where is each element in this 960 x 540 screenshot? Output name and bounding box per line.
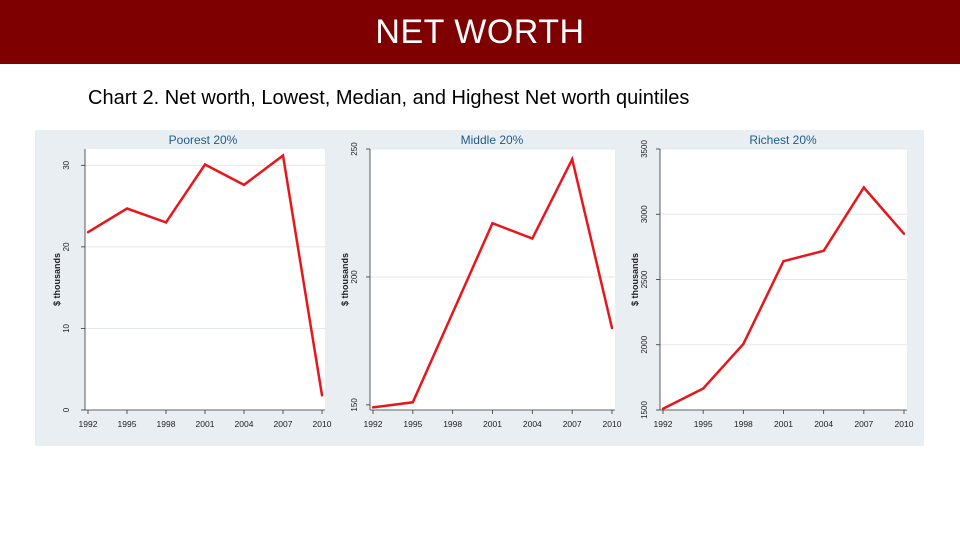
y-tick-label: 1500 [640, 401, 649, 419]
x-tick-label: 1998 [733, 419, 753, 429]
y-tick-label: 2500 [640, 270, 649, 289]
data-point [822, 250, 824, 252]
x-tick-label: 2001 [483, 419, 502, 429]
x-tick-label: 2004 [234, 419, 254, 429]
y-tick-label: 250 [350, 142, 359, 156]
x-tick-label: 1992 [653, 419, 673, 429]
data-point [372, 406, 374, 408]
x-tick-label: 2007 [854, 419, 874, 429]
x-tick-label: 2007 [562, 419, 582, 429]
data-point [165, 221, 167, 223]
x-tick-label: 2010 [602, 419, 622, 429]
y-tick-label: 20 [62, 242, 71, 252]
data-point [491, 222, 493, 224]
y-tick-label: 30 [62, 160, 71, 170]
slide-subtitle: Chart 2. Net worth, Lowest, Median, and Highest Net worth quintiles [88, 87, 690, 109]
data-point [243, 184, 245, 186]
chart-1 [52, 133, 332, 429]
x-tick-label: 2010 [894, 419, 914, 429]
x-tick-label: 1998 [156, 419, 176, 429]
x-tick-label: 2004 [522, 419, 542, 429]
x-tick-label: 2007 [273, 419, 293, 429]
data-point [702, 387, 704, 389]
title-bar [0, 0, 960, 64]
data-point [742, 343, 744, 345]
y-tick-label: 2000 [640, 335, 649, 354]
x-tick-label: 2004 [814, 419, 834, 429]
y-tick-label: 150 [350, 398, 359, 412]
x-tick-label: 1995 [403, 419, 423, 429]
y-axis-label: $ thousands [52, 252, 62, 307]
data-point [571, 158, 573, 160]
x-tick-label: 1992 [363, 419, 383, 429]
panel-title: Poorest 20% [168, 133, 238, 147]
data-point [662, 407, 664, 409]
y-axis-label: $ thousands [340, 252, 350, 307]
y-tick-label: 10 [62, 323, 71, 333]
y-tick-label: 3000 [640, 205, 649, 224]
data-point [321, 394, 323, 396]
x-tick-label: 2010 [312, 419, 332, 429]
y-tick-label: 200 [350, 270, 359, 284]
y-axis-label: $ thousands [630, 252, 640, 307]
x-tick-label: 1998 [443, 419, 463, 429]
data-point [863, 186, 865, 188]
x-tick-label: 2001 [195, 419, 215, 429]
chart-2 [340, 133, 622, 429]
data-point [451, 312, 453, 314]
x-tick-label: 2001 [774, 419, 793, 429]
y-tick-label: 0 [62, 407, 71, 413]
x-tick-label: 1995 [693, 419, 713, 429]
panel-title: Richest 20% [749, 133, 817, 147]
data-point [611, 327, 613, 329]
data-point [126, 207, 128, 209]
x-tick-label: 1995 [117, 419, 137, 429]
panel-title: Middle 20% [460, 133, 524, 147]
slide-title: NET WORTH [375, 12, 585, 51]
data-point [531, 237, 533, 239]
data-point [87, 231, 89, 233]
chart-panel [35, 130, 924, 446]
x-tick-label: 1992 [78, 419, 98, 429]
data-point [782, 260, 784, 262]
data-point [412, 401, 414, 403]
data-point [903, 233, 905, 235]
chart-3 [630, 133, 914, 429]
data-point [282, 154, 284, 156]
chart-figure [35, 130, 924, 446]
y-tick-label: 3500 [640, 140, 649, 158]
data-point [204, 163, 206, 165]
